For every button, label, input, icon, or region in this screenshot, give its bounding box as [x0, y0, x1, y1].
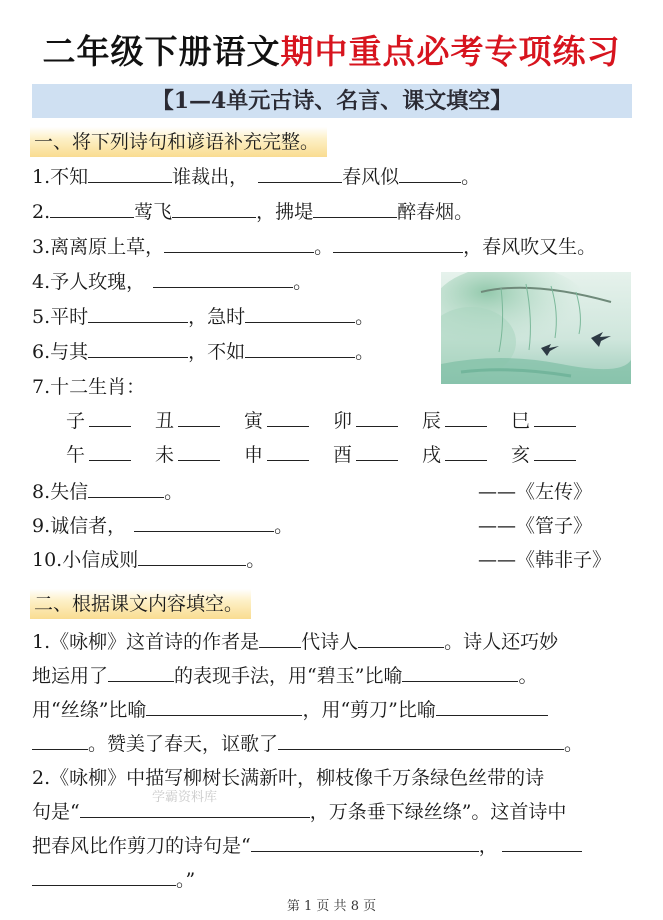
p1-text: 的表现手法，用“碧玉”比喻	[174, 665, 403, 687]
section2-heading: 二、根据课文内容填空。	[30, 589, 251, 619]
question-10	[32, 546, 265, 574]
zodiac-item	[155, 441, 220, 469]
p1-text: 地运用了	[32, 665, 109, 687]
q2-text-c: ，拂堤	[256, 201, 314, 223]
question-4	[32, 268, 312, 296]
zodiac-item	[422, 441, 487, 469]
q2-text-b: 莺飞	[134, 201, 173, 223]
question-9	[32, 512, 293, 540]
p1-text: 。	[518, 665, 538, 687]
blank[interactable]	[399, 164, 461, 183]
blank[interactable]	[146, 697, 302, 716]
question-1	[32, 163, 480, 191]
blank[interactable]	[172, 199, 256, 218]
question-2	[32, 198, 473, 226]
blank[interactable]	[108, 663, 174, 682]
q8-text-b: 。	[164, 481, 184, 503]
willow-swallow-illustration	[441, 272, 631, 384]
blank[interactable]	[164, 234, 314, 253]
p2-text: 。”	[176, 869, 196, 891]
blank[interactable]	[88, 339, 188, 358]
zodiac-item	[66, 407, 131, 435]
page-title	[0, 26, 663, 73]
p1-text: 用“丝绦”比喻	[32, 699, 147, 721]
p2-text: 句是“	[32, 801, 80, 823]
zodiac-item	[511, 441, 576, 469]
zodiac-label: 酉	[333, 444, 353, 466]
subtitle-banner: 【1—4单元古诗、名言、课文填空】	[32, 84, 632, 118]
zodiac-item	[333, 441, 398, 469]
q6-text-c: 。	[355, 341, 375, 363]
blank[interactable]	[259, 629, 301, 648]
blank[interactable]	[313, 199, 397, 218]
q9-source: ——《管子》	[478, 515, 593, 537]
question-8	[32, 478, 183, 506]
q9-text-b: 。	[274, 515, 294, 537]
zodiac-item	[244, 441, 309, 469]
blank[interactable]	[358, 629, 444, 648]
blank[interactable]	[153, 269, 293, 288]
q1-text-d: 。	[461, 166, 481, 188]
blank[interactable]	[245, 304, 355, 323]
blank[interactable]	[245, 339, 355, 358]
zodiac-label: 丑	[155, 410, 175, 432]
zodiac-item	[244, 407, 309, 435]
zodiac-item	[66, 441, 131, 469]
passage1-line3	[32, 696, 548, 724]
blank[interactable]	[502, 833, 582, 852]
zodiac-label: 午	[66, 444, 86, 466]
section1-heading: 一、将下列诗句和谚语补充完整。	[30, 127, 327, 157]
blank[interactable]	[138, 547, 246, 566]
passage2-line2	[32, 798, 566, 826]
zodiac-label: 未	[155, 444, 175, 466]
q1-text-b: 谁裁出，	[172, 166, 249, 188]
passage2-line3	[32, 832, 582, 860]
watermark: 学霸资料库	[152, 790, 218, 805]
blank[interactable]	[251, 833, 479, 852]
q6-text-a: 6.与其	[32, 341, 89, 363]
blank[interactable]	[445, 442, 487, 461]
question-7-label: 7.十二生肖：	[32, 376, 146, 398]
blank[interactable]	[88, 164, 172, 183]
blank[interactable]	[89, 408, 131, 427]
page-number: 第 1 页 共 8 页	[286, 899, 377, 914]
passage1-line1	[32, 628, 558, 656]
passage1-line2	[32, 662, 537, 690]
passage1-line4	[32, 730, 583, 758]
p1-text: 。	[564, 733, 584, 755]
zodiac-label: 亥	[511, 444, 531, 466]
zodiac-label: 巳	[511, 410, 531, 432]
zodiac-item	[333, 407, 398, 435]
willow-swallow-painting	[441, 272, 631, 384]
blank[interactable]	[50, 199, 134, 218]
zodiac-item	[511, 407, 576, 435]
q9-text-a: 9.诚信者，	[32, 515, 127, 537]
question-6	[32, 338, 374, 366]
blank[interactable]	[436, 697, 548, 716]
blank[interactable]	[333, 234, 463, 253]
zodiac-label: 卯	[333, 410, 353, 432]
p1-text: 1.《咏柳》这首诗的作者是	[32, 631, 260, 653]
blank[interactable]	[258, 164, 342, 183]
zodiac-label: 寅	[244, 410, 264, 432]
blank[interactable]	[267, 408, 309, 427]
q6-text-b: ，不如	[188, 341, 246, 363]
p2-text: ，万条垂下绿丝绦”。这首诗中	[309, 801, 567, 823]
q3-text-b: 。	[314, 236, 334, 258]
p1-text: 。赞美了春天，讴歌了	[88, 733, 279, 755]
q3-text-a: 3.离离原上草，	[32, 236, 165, 258]
q1-text-a: 1.不知	[32, 166, 89, 188]
zodiac-label: 戌	[422, 444, 442, 466]
p1-text: 。诗人还巧妙	[444, 631, 559, 653]
blank[interactable]	[356, 442, 398, 461]
blank[interactable]	[402, 663, 518, 682]
zodiac-item	[422, 407, 487, 435]
blank[interactable]	[89, 442, 131, 461]
blank[interactable]	[534, 442, 576, 461]
question-5	[32, 303, 374, 331]
q2-text-a: 2.	[32, 201, 51, 223]
blank[interactable]	[445, 408, 487, 427]
q3-text-c: ，春风吹又生。	[463, 236, 597, 258]
p1-text: ，用“剪刀”比喻	[302, 699, 436, 721]
blank[interactable]	[32, 867, 176, 886]
q10-text-b: 。	[246, 549, 266, 571]
q4-text-a: 4.予人玫瑰，	[32, 271, 146, 293]
p2-text: 把春风比作剪刀的诗句是“	[32, 835, 251, 857]
blank[interactable]	[178, 408, 220, 427]
p2-text: ，	[478, 835, 498, 857]
q5-text-c: 。	[355, 306, 375, 328]
passage2-line1: 2.《咏柳》中描写柳树长满新叶，柳枝像千万条绿色丝带的诗	[32, 767, 545, 789]
q10-source: ——《韩非子》	[478, 549, 612, 571]
title-red: 期中重点必考专项练习	[280, 32, 621, 71]
q1-text-c: 春风似	[342, 166, 400, 188]
blank[interactable]	[134, 513, 274, 532]
q4-text-b: 。	[293, 271, 313, 293]
passage2-line4	[32, 866, 195, 894]
zodiac-item	[155, 407, 220, 435]
q8-source: ——《左传》	[478, 481, 593, 503]
blank[interactable]	[356, 408, 398, 427]
blank[interactable]	[88, 479, 164, 498]
q5-text-b: ，急时	[188, 306, 246, 328]
p1-text: 代诗人	[301, 631, 359, 653]
q2-text-d: 醉春烟。	[397, 201, 474, 223]
zodiac-label: 申	[244, 444, 264, 466]
question-3	[32, 233, 596, 261]
q10-text-a: 10.小信成则	[32, 549, 139, 571]
blank[interactable]	[267, 442, 309, 461]
blank[interactable]	[88, 304, 188, 323]
blank[interactable]	[278, 731, 564, 750]
q8-text-a: 8.失信	[32, 481, 89, 503]
zodiac-label: 辰	[422, 410, 442, 432]
title-black: 二年级下册语文	[42, 32, 281, 71]
q5-text-a: 5.平时	[32, 306, 89, 328]
zodiac-label: 子	[66, 410, 86, 432]
blank[interactable]	[178, 442, 220, 461]
blank[interactable]	[32, 731, 88, 750]
blank[interactable]	[534, 408, 576, 427]
